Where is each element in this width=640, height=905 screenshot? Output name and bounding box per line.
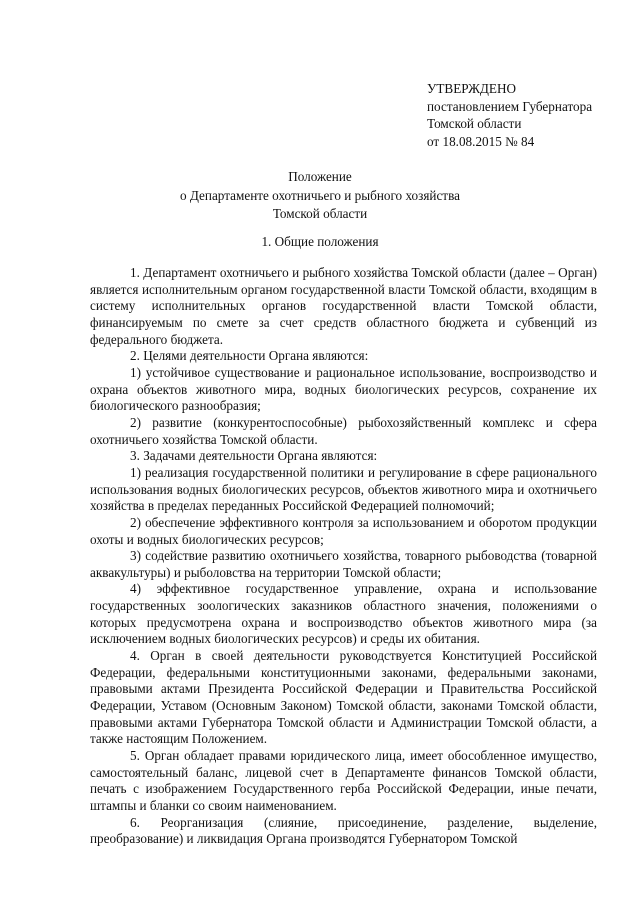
paragraph-3-item-2: 2) обеспечение эффективного контроля за использованием и оборотом продукции охоты и водных биологических ресурсов; (90, 514, 597, 547)
approval-stamp (427, 80, 592, 150)
paragraph-3-item-1: 1) реализация государственной политики и регулирование в сфере рационального использования водных биологических ресурсов, объектов животного мира и охотничьего хозяйства в пределах переданных Российской Федерацией полномочий; (90, 464, 597, 514)
document-title-line-2: о Департаменте охотничьего и рыбного хозяйства (180, 187, 460, 203)
section-heading: 1. Общие положения (261, 234, 379, 249)
paragraph-2-item-1: 1) устойчивое существование и рациональное использование, воспроизводство и охрана объектов животного мира, водных биологических ресурсов, сохранение их биологического разнообразия; (90, 364, 597, 414)
document-title-line-3: Томской области (272, 206, 368, 221)
paragraph-3-item-3: 3) содействие развитию охотничьего хозяйства, товарного рыбоводства (товарной аквакультуры) и рыболовства на территории Томской области; (90, 548, 597, 580)
document-title-line-1: Положение (288, 169, 352, 184)
paragraph-3-item-4: 4) эффективное государственное управление, охрана и использование государственных зоологических заказников областного значения, положениями о которых предусмотрена охрана и воспроизводство объектов животного мира (за исключением водных биологических ресурсов) и среды их обитания. (90, 581, 597, 647)
approval-date-number: от 18.08.2015 № 84 (427, 133, 535, 149)
section-body (90, 265, 597, 848)
approval-region-line: Томской области (427, 116, 522, 131)
document-title (0, 168, 640, 224)
paragraph-2: 2. Целями деятельности Органа являются: (130, 348, 369, 364)
paragraph-6: 6. Реорганизация (слияние, присоединение, разделение, выделение, преобразование) и ликвидация Органа производятся Губернатором Томской (90, 814, 597, 847)
paragraph-3: 3. Задачами деятельности Органа являются: (130, 448, 378, 464)
paragraph-2-item-2: 2) развитие (конкурентоспособные) рыбохозяйственный комплекс и сфера охотничьего хозяйства Томской области. (90, 414, 597, 447)
paragraph-4: 4. Орган в своей деятельности руководствуется Конституцией Российской Федерации, федеральными конституционными законами, федеральными законами, правовыми актами Президента Российской Федерации и Правительства Российской Федерации, Уставом (Основным Законом) Томской области, законами Томской области, правовыми актами Губернатора Томской области и Администрации Томской области, а также настоящим Положением. (90, 648, 597, 747)
approval-resolution-line: постановлением Губернатора (427, 98, 593, 114)
paragraph-5: 5. Орган обладает правами юридического лица, имеет обособленное имущество, самостоятельный баланс, лицевой счет в Департаменте финансов Томской области, печать с изображением Государственного герба Российской Федерации, иные печати, штампы и бланки со своим наименованием. (90, 748, 597, 813)
paragraph-1: 1. Департамент охотничьего и рыбного хозяйства Томской области (далее – Орган) является исполнительным органом государственной власти Томской области, входящим в систему исполнительных органов государственной власти Томской области, финансируемым по смете за счет средств областного бюджета и субвенций из федерального бюджета. (90, 265, 597, 347)
approval-heading: УТВЕРЖДЕНО (427, 81, 517, 96)
